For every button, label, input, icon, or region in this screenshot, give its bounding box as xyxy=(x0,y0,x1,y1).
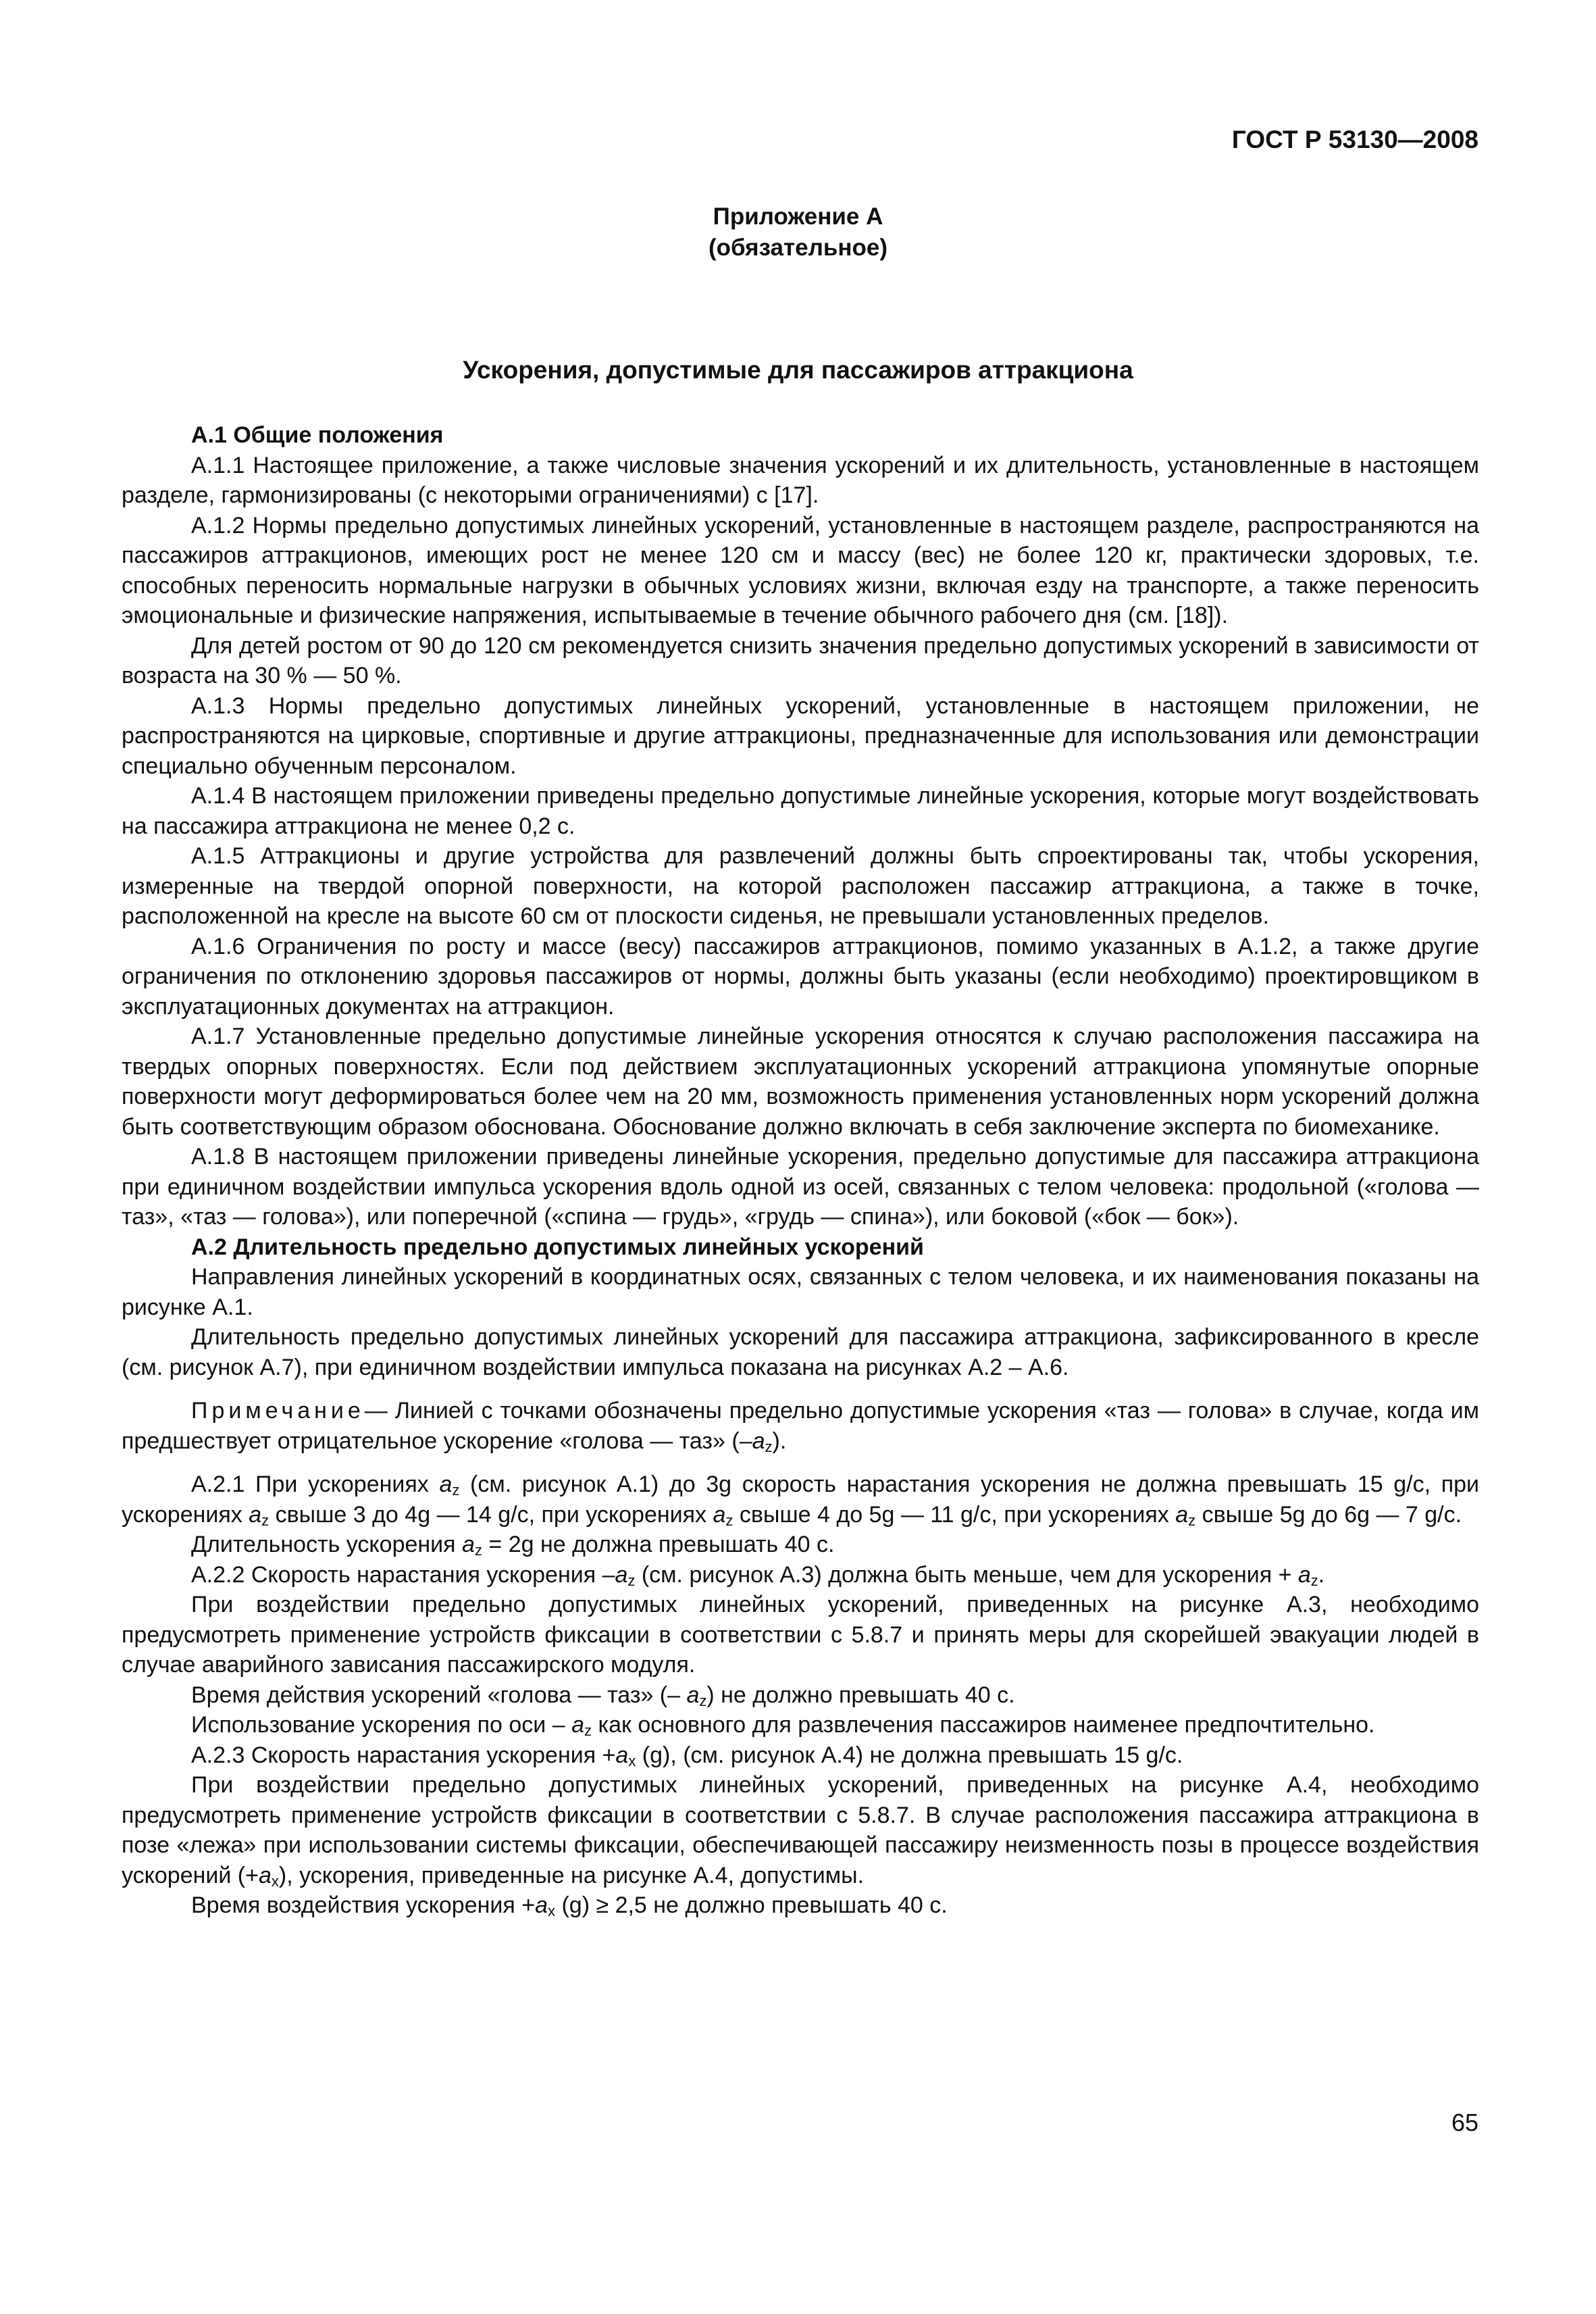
paragraph-ax-time: Время воздействия ускорения $+a_x$ (g) ≥ 2,5 не должно превышать 40 с. xyxy=(191,1892,948,1919)
paragraph-head-pelvis-time: Время действия ускорений «голова — таз» (– $a_z$) не должно превышать 40 с. xyxy=(191,1682,1015,1709)
note-paragraph: Примечание— Линией с точками обозначены предельно допустимые ускорения «таз — голова» в случае, когда им предшествует отрицательное ускорение «голова — таз» $(-a_z)$. xyxy=(122,1398,1479,1455)
standard-code: ГОСТ Р 53130—2008 xyxy=(1231,126,1478,153)
paragraph-a1-1: А.1.1 Настоящее приложение, а также числовые значения ускорений и их длительность, установленные в настоящем разделе, гармонизированы (с некоторыми ограничениями) с [17]. xyxy=(122,452,1479,508)
main-title: Ускорения, допустимые для пассажиров аттракциона xyxy=(463,356,1133,384)
paragraph-a1-6: А.1.6 Ограничения по росту и массе (весу) пассажиров аттракционов, помимо указанных в А.1.2, а также другие ограничения по отклонению здоровья пассажиров от нормы, должны быть указаны (если необходимо) проектировщиком в эксплуатационных документах на аттракцион. xyxy=(122,933,1479,1020)
paragraph-fixation-2: При воздействии предельно допустимых линейных ускорений, приведенных на рисунке А.4, необходимо предусмотреть применение устройств фиксации в соответствии с 5.8.7. В случае расположения пассажира аттракциона в позе «лежа» при использовании системы фиксации, обеспечивающей пассажиру неизменность позы в процессе воздействия ускорений $(+a_x)$, ускорения, приведенные на рисунке А.4, допустимы. xyxy=(122,1772,1479,1890)
paragraph-az-2g: Длительность ускорения $a_z = 2g$ не должна превышать 40 с. xyxy=(191,1532,835,1559)
paragraph-a2-1: А.2.1 При ускорениях $a_z$ (см. рисунок А.1) до 3g скорость нарастания ускорения не должна превышать 15 g/c, при ускорениях $a_z$ свыше 3 до 4g — 14 g/c, при ускорениях $a_z$ свыше 4 до 5g — 11 g/c, при ускорениях $a_z$ свыше 5g до 6g — 7 g/c. xyxy=(122,1472,1480,1529)
section-heading-a1: А.1 Общие положения xyxy=(191,422,444,448)
paragraph-a2-2: А.2.2 Скорость нарастания ускорения $-a_z$ (см. рисунок А.3) должна быть меньше, чем для ускорения + $a_z$. xyxy=(191,1561,1325,1589)
annex-title: Приложение А xyxy=(713,203,883,230)
paragraph-a1-7: А.1.7 Установленные предельно допустимые линейные ускорения относятся к случаю расположения пассажира на твердых опорных поверхностях. Если под действием эксплуатационных ускорений аттракциона упомянутые опорные поверхности могут деформироваться более чем на 20 мм, возможность применения установленных норм ускорений должна быть соответствующим образом обоснована. Обоснование должно включать в себя заключение эксперта по биомеханике. xyxy=(122,1024,1479,1140)
paragraph-a1-5: А.1.5 Аттракционы и другие устройства для развлечений должны быть спроектированы так, чтобы ускорения, измеренные на твердой опорной поверхности, на которой расположен пассажир аттракциона, а также в точке, расположенной на кресле на высоте 60 см от плоскости сиденья, не превышали установленных пределов. xyxy=(122,843,1479,929)
paragraph-usage: Использование ускорения по оси – $a_z$ как основного для развлечения пассажиров наименее предпочтительно. xyxy=(191,1712,1375,1739)
annex-heading xyxy=(0,201,1596,263)
annex-status: (обязательное) xyxy=(708,234,887,261)
paragraph-a1-4: А.1.4 В настоящем приложении приведены предельно допустимые линейные ускорения, которые могут воздействовать на пассажира аттракциона не менее 0,2 с. xyxy=(122,783,1479,839)
paragraph-a2-3: А.2.3 Скорость нарастания ускорения $+a_x$ (g), (см. рисунок А.4) не должна превышать 15 g/c. xyxy=(191,1742,1183,1769)
paragraph-children: Для детей ростом от 90 до 120 см рекомендуется снизить значения предельно допустимых ускорений в зависимости от возраста на 30 % — 50 %. xyxy=(122,632,1479,688)
page-number: 65 xyxy=(1451,2109,1478,2136)
paragraph-a1-8: А.1.8 В настоящем приложении приведены линейные ускорения, предельно допустимые для пассажира аттракциона при единичном воздействии импульса ускорения вдоль одной из осей, связанных с телом человека: продольной («голова — таз», «таз — голова»), или поперечной («спина — грудь», «грудь — спина»), или боковой («бок — бок»). xyxy=(122,1144,1479,1230)
paragraph-a1-3: А.1.3 Нормы предельно допустимых линейных ускорений, установленные в настоящем приложении, не распространяются на цирковые, спортивные и другие аттракционы, предназначенные для использования или демонстрации специально обученным персоналом. xyxy=(122,693,1479,779)
note-label: Примечание xyxy=(191,1398,365,1424)
paragraph-fixation-1: При воздействии предельно допустимых линейных ускорений, приведенных на рисунке А.3, необходимо предусмотреть применение устройств фиксации в соответствии с 5.8.7 и принять меры для скорейшей эвакуации людей в случае аварийного зависания пассажирского модуля. xyxy=(122,1592,1479,1678)
paragraph-duration: Длительность предельно допустимых линейных ускорений для пассажира аттракциона, зафиксированного в кресле (см. рисунок А.7), при единичном воздействии импульса показана на рисунках А.2 – А.6. xyxy=(122,1324,1479,1380)
paragraph-directions: Направления линейных ускорений в координатных осях, связанных с телом человека, и их наименования показаны на рисунке А.1. xyxy=(122,1264,1479,1320)
section-heading-a2: А.2 Длительность предельно допустимых линейных ускорений xyxy=(191,1234,924,1260)
paragraph-a1-2: А.1.2 Нормы предельно допустимых линейных ускорений, установленные в настоящем разделе, распространяются на пассажиров аттракционов, имеющих рост не менее 120 см и массу (вес) не более 120 кг, практически здоровых, т.е. способных переносить нормальные нагрузки в обычных условиях жизни, включая езду на транспорте, а также переносить эмоциональные и физические напряжения, испытываемые в течение обычного рабочего дня (см. [18]). xyxy=(122,512,1479,628)
document-body xyxy=(122,420,1479,1921)
